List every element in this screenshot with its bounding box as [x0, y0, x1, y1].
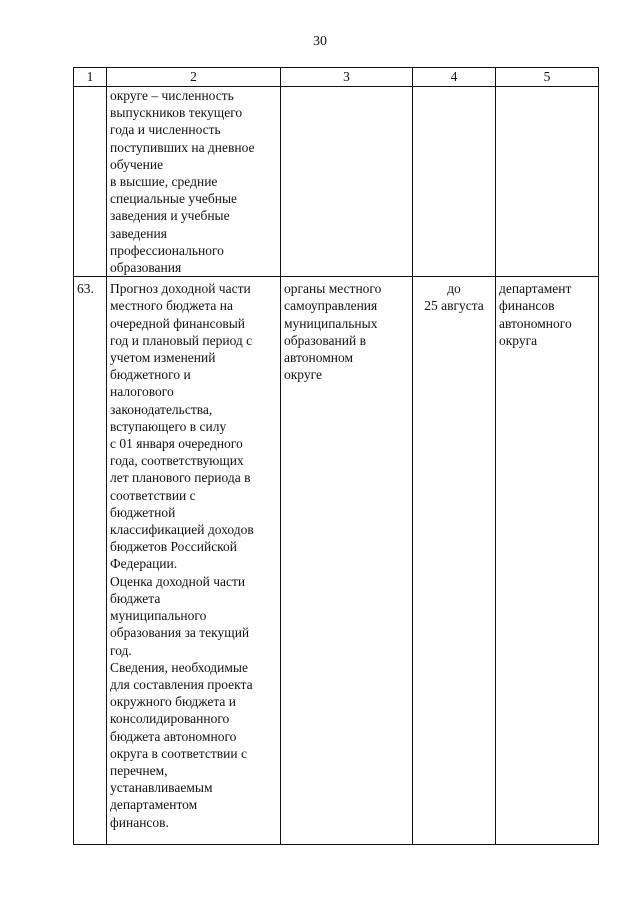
text-line: года и численность: [110, 122, 221, 138]
text-line: перечнем,: [110, 762, 168, 778]
text-line: в высшие, средние: [110, 174, 218, 190]
text-line: учетом изменений: [110, 350, 216, 366]
text-line: органы местного: [284, 281, 382, 297]
text-line: бюджета: [110, 590, 161, 606]
responsible-cell: [281, 277, 413, 845]
text-line: специальные учебные: [110, 191, 238, 207]
text-line: окружного бюджета и: [110, 694, 237, 710]
text-line: бюджета автономного: [110, 728, 237, 744]
text-line: обучение: [110, 156, 164, 172]
text-line: поступивших на дневное: [110, 139, 255, 155]
text-line: с 01 января очередного: [110, 436, 243, 452]
text-line: округе: [284, 367, 322, 383]
column-header-1: 1: [74, 68, 107, 87]
recipient-cell: [496, 277, 599, 845]
text-line: Сведения, необходимые: [110, 659, 248, 675]
row-number-cell: 63.: [74, 277, 107, 845]
text-line: автономного: [499, 315, 572, 331]
text-line: год.: [110, 642, 132, 658]
text-line: заведения и учебные: [110, 208, 230, 224]
page-number: 30: [313, 34, 327, 49]
text-line: заведения: [110, 225, 167, 241]
description-cell: [107, 277, 281, 845]
column-header-4: 4: [413, 68, 496, 87]
text-line: финансов.: [110, 814, 169, 830]
text-line: для составления проекта: [110, 676, 253, 692]
deadline-cell: [413, 277, 496, 845]
text-line: Федерации.: [110, 556, 178, 572]
text-line: соответствии с: [110, 487, 196, 503]
text-line: округе – численность: [110, 88, 234, 103]
description-cell: [107, 87, 281, 277]
text-line: образования за текущий: [110, 625, 250, 641]
text-line: автономном: [284, 350, 354, 366]
text-line: округа в соответствии с: [110, 745, 247, 761]
text-line: Прогноз доходной части: [110, 281, 251, 297]
column-header-2: 2: [107, 68, 281, 87]
table-row: [74, 87, 599, 277]
text-line: выпускников текущего: [110, 105, 243, 121]
deadline-cell: [413, 87, 496, 277]
text-line: 25 августа: [424, 298, 484, 314]
text-line: налогового: [110, 384, 174, 400]
text-line: консолидированного: [110, 711, 230, 727]
text-line: очередной финансовый: [110, 315, 246, 331]
recipient-cell: [496, 87, 599, 277]
text-line: финансов: [499, 298, 555, 314]
table-header-row: [74, 68, 599, 87]
text-line: муниципального: [110, 608, 207, 624]
text-line: Оценка доходной части: [110, 573, 246, 589]
text-line: округа: [499, 332, 538, 348]
row-number-cell: [74, 87, 107, 277]
text-line: устанавливаемым: [110, 780, 213, 796]
text-line: законодательства,: [110, 401, 213, 417]
text-line: образования: [110, 260, 182, 276]
document-table: [73, 67, 599, 845]
text-line: бюджетного и: [110, 367, 191, 383]
text-line: бюджетов Российской: [110, 539, 238, 555]
text-line: профессионального: [110, 242, 224, 258]
text-line: вступающего в силу: [110, 418, 227, 434]
table-row: [74, 277, 599, 845]
column-header-3: 3: [281, 68, 413, 87]
text-line: образований в: [284, 332, 366, 348]
responsible-cell: [281, 87, 413, 277]
text-line: департамент: [499, 281, 572, 297]
text-line: классификацией доходов: [110, 522, 254, 538]
text-line: местного бюджета на: [110, 298, 233, 314]
text-line: год и плановый период с: [110, 332, 253, 348]
text-line: бюджетной: [110, 504, 176, 520]
text-line: лет планового периода в: [110, 470, 251, 486]
text-line: департаментом: [110, 797, 198, 813]
text-line: года, соответствующих: [110, 453, 244, 469]
column-header-5: 5: [496, 68, 599, 87]
text-line: муниципальных: [284, 315, 378, 331]
text-line: до: [447, 281, 461, 297]
text-line: самоуправления: [284, 298, 378, 314]
